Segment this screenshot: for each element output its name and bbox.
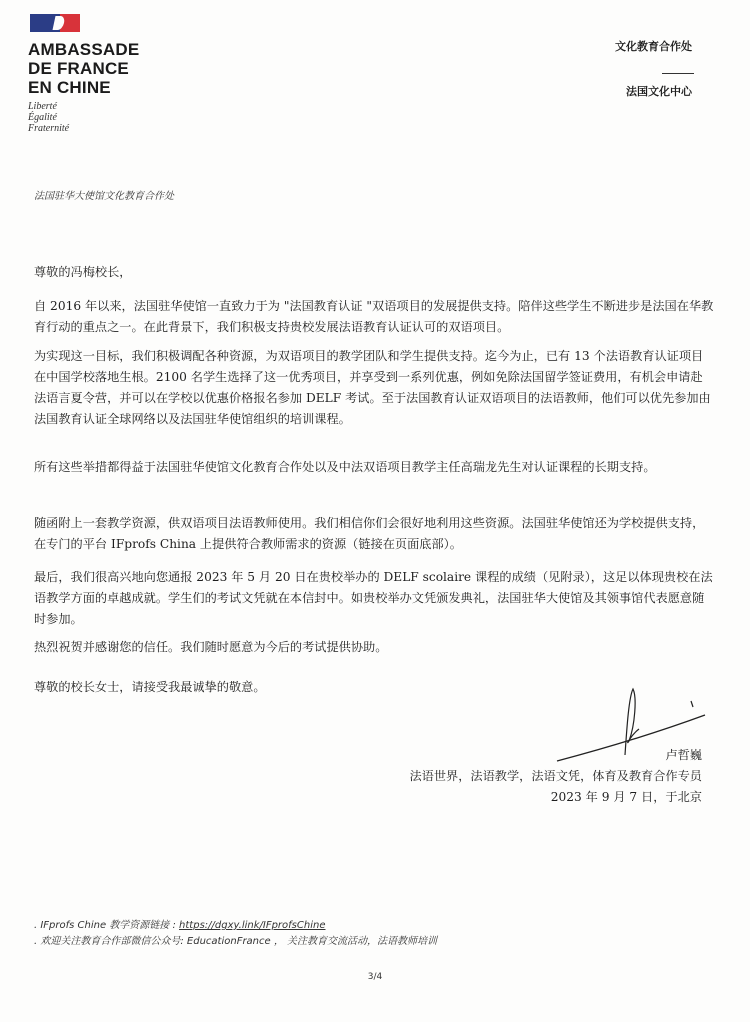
department-name: 文化教育合作处 [615, 40, 692, 53]
marianne-flag-icon [30, 14, 80, 32]
paragraph-3 [34, 457, 714, 478]
footer-resource-label: . IFprofs Chine 教学资源链接 : [34, 920, 180, 931]
signature-date-place: 2023 年 9 月 7 日，于北京 [550, 790, 702, 804]
paragraph-text: 所有这些举措都得益于法国驻华使馆文化教育合作处以及中法双语项目教学主任高瑞龙先生对认证课程的长期支持。 [34, 460, 656, 474]
motto-line: Liberté [28, 101, 57, 112]
header-divider [662, 73, 694, 74]
paragraph-5 [34, 567, 714, 630]
embassy-name [28, 40, 178, 97]
embassy-name-line: DE FRANCE [28, 59, 129, 78]
embassy-name-line: EN CHINE [28, 78, 111, 97]
paragraph-text: 为实现这一目标，我们积极调配各种资源，为双语项目的教学团队和学生提供支持。迄今为止，已有 13 个法语教育认证项目在中国学校落地生根。2100 名学生选择了这一优秀项目，并享受到一系列优惠，例如免除法国留学签证费用，有机会申请赴法语言夏令营，并可以在学校以优惠价格报名参加 DELF 考试。至于法国教育认证双语项目的法语教师，他们可以优先参加由法国教育认证全球网络以及法国驻华使馆组织的培训课程。 [34, 349, 711, 426]
footer-resource-line [34, 918, 437, 934]
paragraph-4 [34, 513, 714, 555]
cultural-center-name: 法国文化中心 [626, 85, 692, 98]
sender-line: 法国驻华大使馆文化教育合作处 [34, 191, 174, 202]
republic-motto [28, 101, 178, 134]
footer-notes [34, 918, 437, 950]
signatory-name: 卢哲巍 [665, 748, 702, 762]
paragraph-2 [34, 346, 714, 430]
signatory-title: 法语世界，法语教学，法语文凭，体育及教育合作专员 [409, 769, 702, 783]
paragraph-6 [34, 637, 714, 658]
salutation: 尊敬的冯梅校长， [34, 265, 132, 279]
embassy-logo [28, 14, 178, 134]
paragraph-text: 热烈祝贺并感谢您的信任。我们随时愿意为今后的考试提供协助。 [34, 640, 388, 654]
closing-block [410, 745, 703, 808]
paragraph-text: 自 2016 年以来，法国驻华使馆一直致力于为 "法国教育认证 "双语项目的发展提供支持。陪伴这些学生不断进步是法国在华教育行动的重点之一。在此背景下，我们积极支持贵校发展法语教育认证认可的双语项目。 [34, 299, 714, 334]
page-number: 3/4 [367, 972, 383, 982]
paragraph-text: 随函附上一套教学资源，供双语项目法语教师使用。我们相信你们会很好地利用这些资源。法国驻华使馆还为学校提供支持，在专门的平台 IFprofs China 上提供符合教师需求的资源（链接在页面底部）。 [34, 516, 705, 551]
ifprofs-link[interactable]: https://dgxy.link/IFprofsChine [179, 920, 326, 931]
embassy-name-line: AMBASSADE [28, 40, 140, 59]
motto-line: Égalité [28, 112, 57, 123]
footer-wechat-line: . 欢迎关注教育合作部微信公众号: EducationFrance ， 关注教育交流活动，法语教师培训 [34, 936, 438, 947]
paragraph-text: 最后，我们很高兴地向您通报 2023 年 5 月 20 日在贵校举办的 DELF scolaire 课程的成绩（见附录），这足以体现贵校在法语教学方面的卓越成就。学生们的考试文凭就在本信封中。如贵校举办文凭颁发典礼，法国驻华大使馆及其领事馆代表愿意随时参加。 [34, 570, 713, 626]
paragraph-text: 尊敬的校长女士，请接受我最诚挚的敬意。 [34, 680, 266, 694]
motto-line: Fraternité [28, 123, 70, 134]
paragraph-1 [34, 296, 714, 338]
